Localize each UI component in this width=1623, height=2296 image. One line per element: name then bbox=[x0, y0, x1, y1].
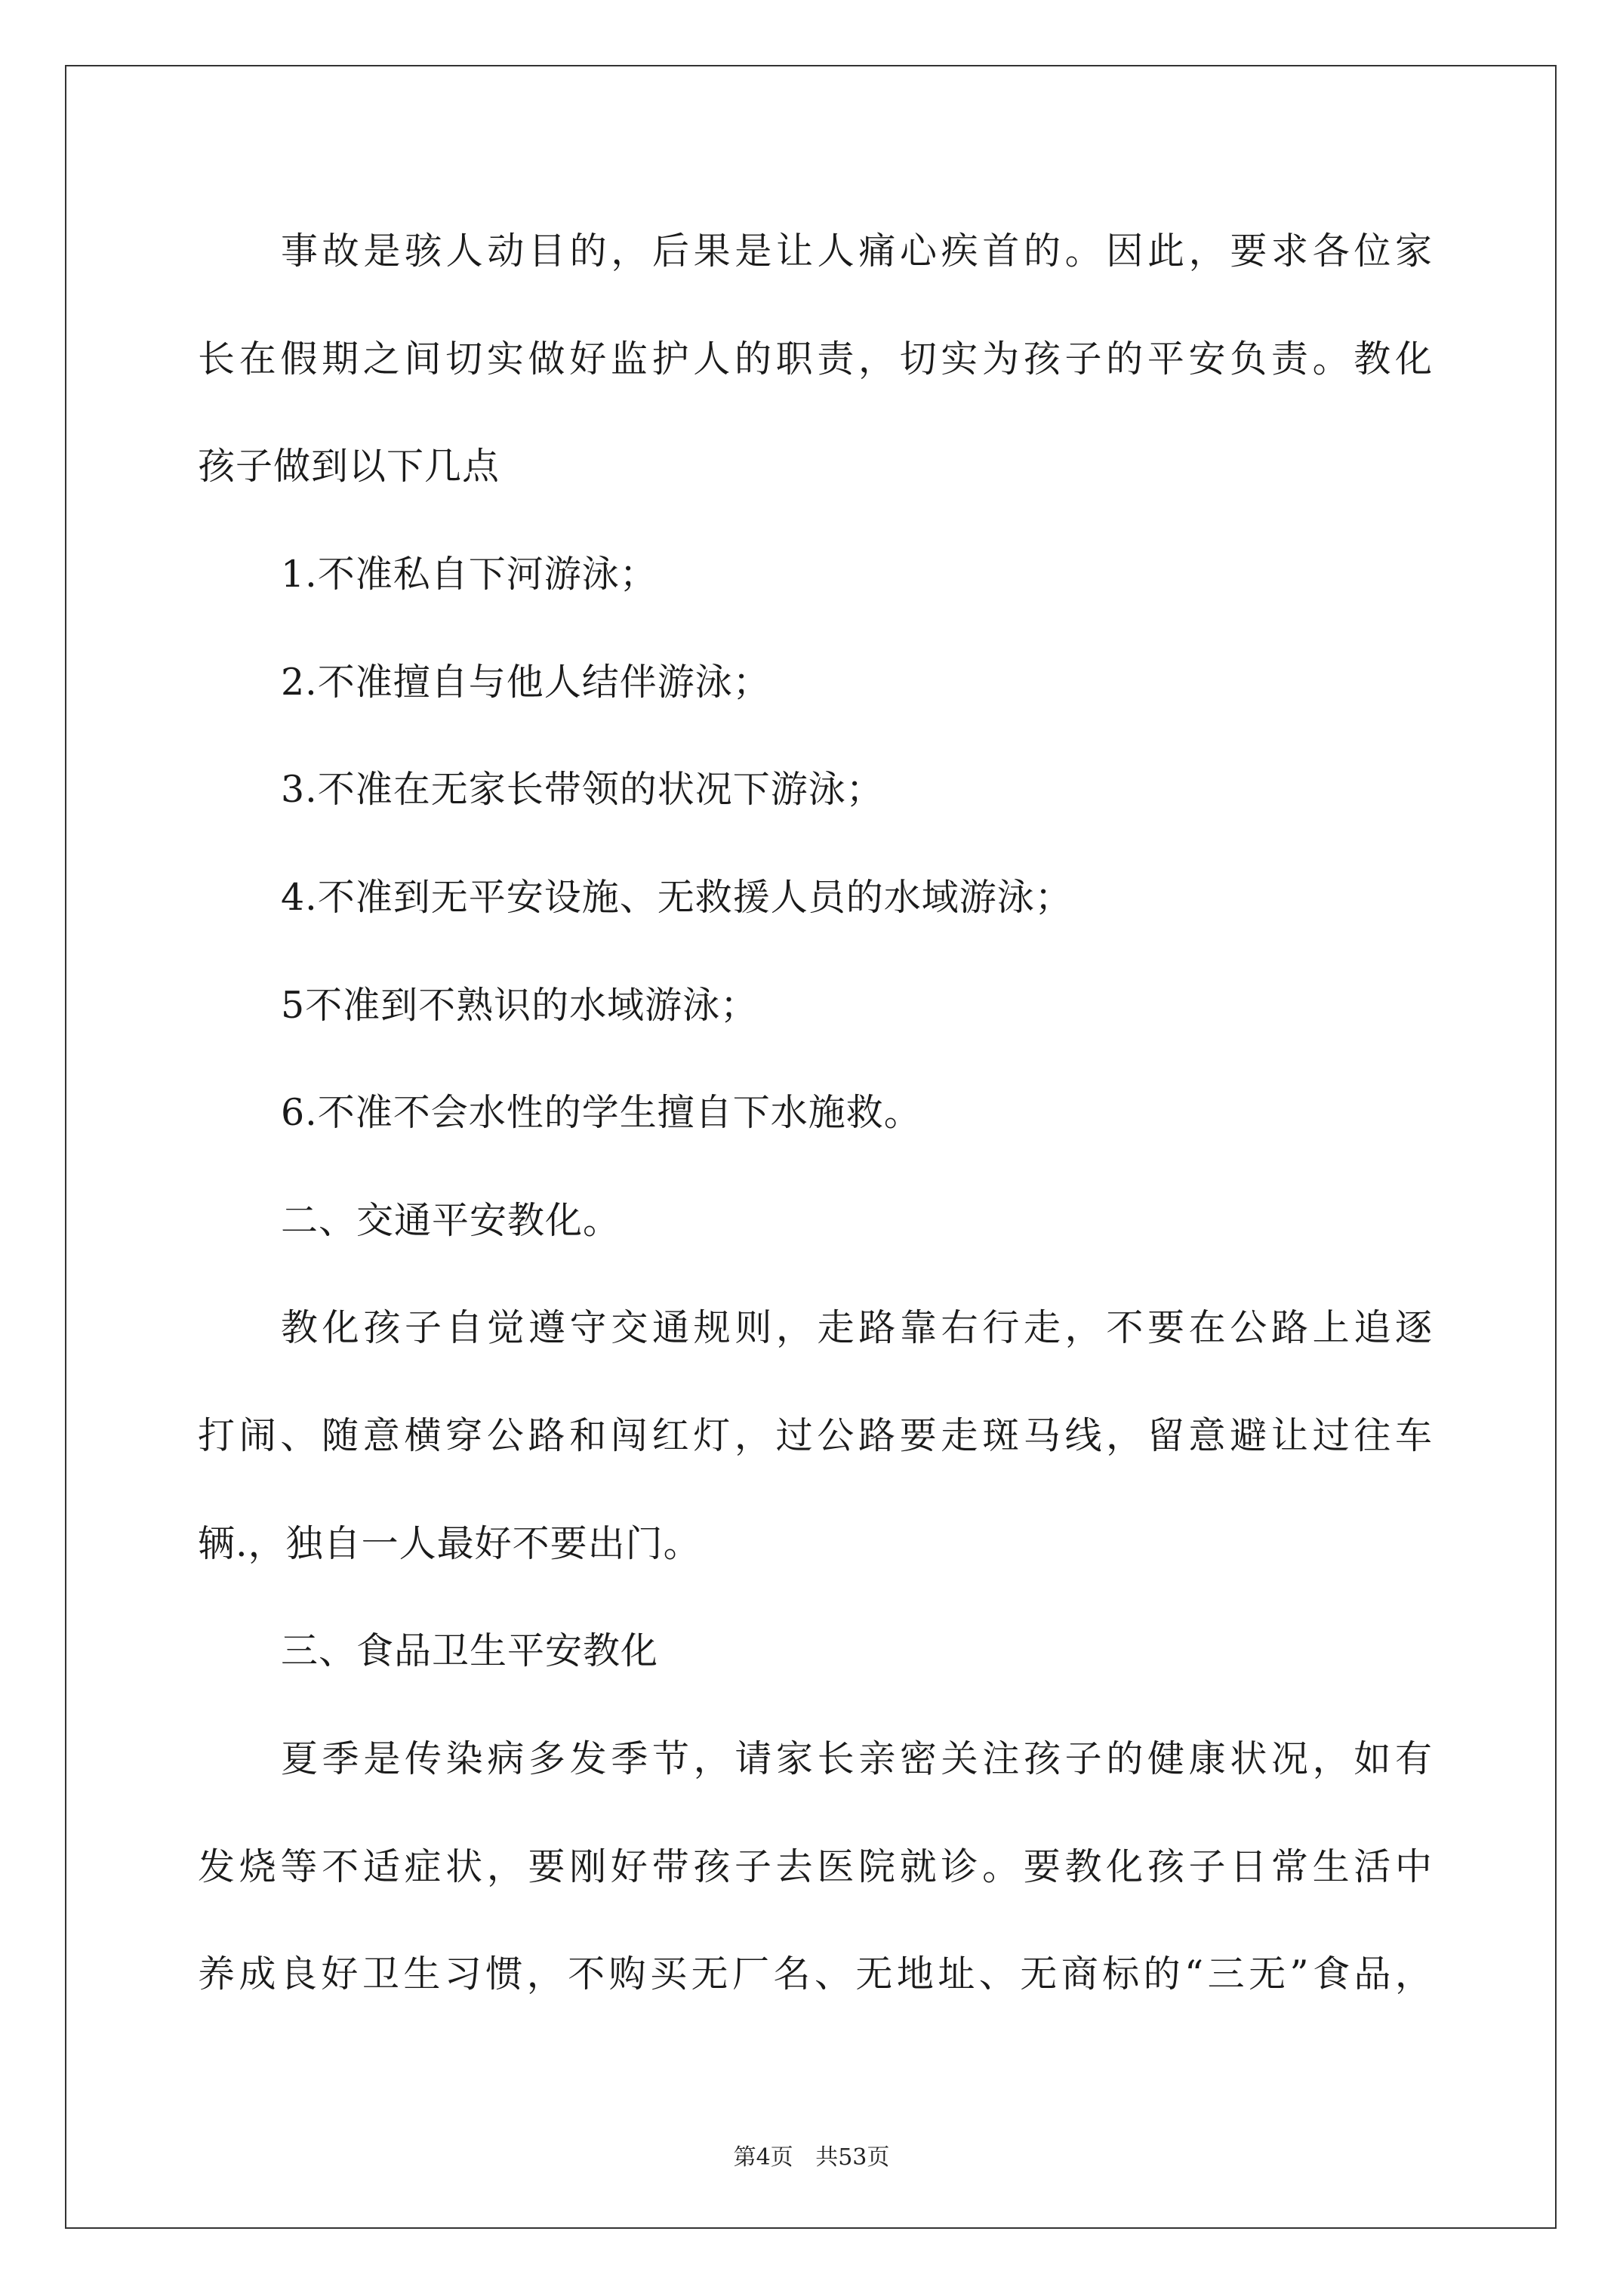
list-item: 3.不准在无家长带领的状况下游泳； bbox=[281, 768, 884, 811]
paragraph-line: 打闹、随意横穿公路和闯红灯，过公路要走斑马线，留意避让过往车 bbox=[198, 1414, 1433, 1457]
paragraph-line: 发烧等不适症状，要刚好带孩子去医院就诊。要教化孩子日常生活中 bbox=[198, 1845, 1433, 1888]
list-item: 4.不准到无平安设施、无救援人员的水域游泳； bbox=[281, 876, 1073, 919]
paragraph-line: 辆.，独自一人最好不要出门。 bbox=[198, 1522, 701, 1565]
list-item: 2.不准擅自与他人结伴游泳； bbox=[281, 661, 771, 704]
list-item: 6.不准不会水性的学生擅自下水施救。 bbox=[281, 1091, 922, 1134]
page-border bbox=[65, 65, 1557, 2229]
paragraph-line: 孩子做到以下几点 bbox=[198, 445, 500, 488]
section-heading: 三、食品卫生平安教化 bbox=[281, 1629, 659, 1672]
paragraph-line: 长在假期之间切实做好监护人的职责，切实为孩子的平安负责。教化 bbox=[198, 337, 1433, 381]
paragraph-line: 夏季是传染病多发季节，请家长亲密关注孩子的健康状况，如有 bbox=[281, 1737, 1433, 1780]
paragraph-line: 教化孩子自觉遵守交通规则，走路靠右行走，不要在公路上追逐 bbox=[281, 1306, 1433, 1349]
section-heading: 二、交通平安教化。 bbox=[281, 1199, 621, 1242]
paragraph-line: 事故是骇人动目的，后果是让人痛心疾首的。因此，要求各位家 bbox=[281, 230, 1433, 273]
paragraph-line: 养成良好卫生习惯，不购买无厂名、无地址、无商标的“三无”食品， bbox=[198, 1952, 1433, 1996]
page-total: 共53页 bbox=[815, 2144, 890, 2171]
list-item: 1.不准私自下河游泳； bbox=[281, 553, 658, 596]
page-number: 第4页 bbox=[733, 2144, 793, 2171]
list-item: 5不准到不熟识的水域游泳； bbox=[281, 984, 759, 1027]
page-footer bbox=[0, 2143, 1623, 2173]
